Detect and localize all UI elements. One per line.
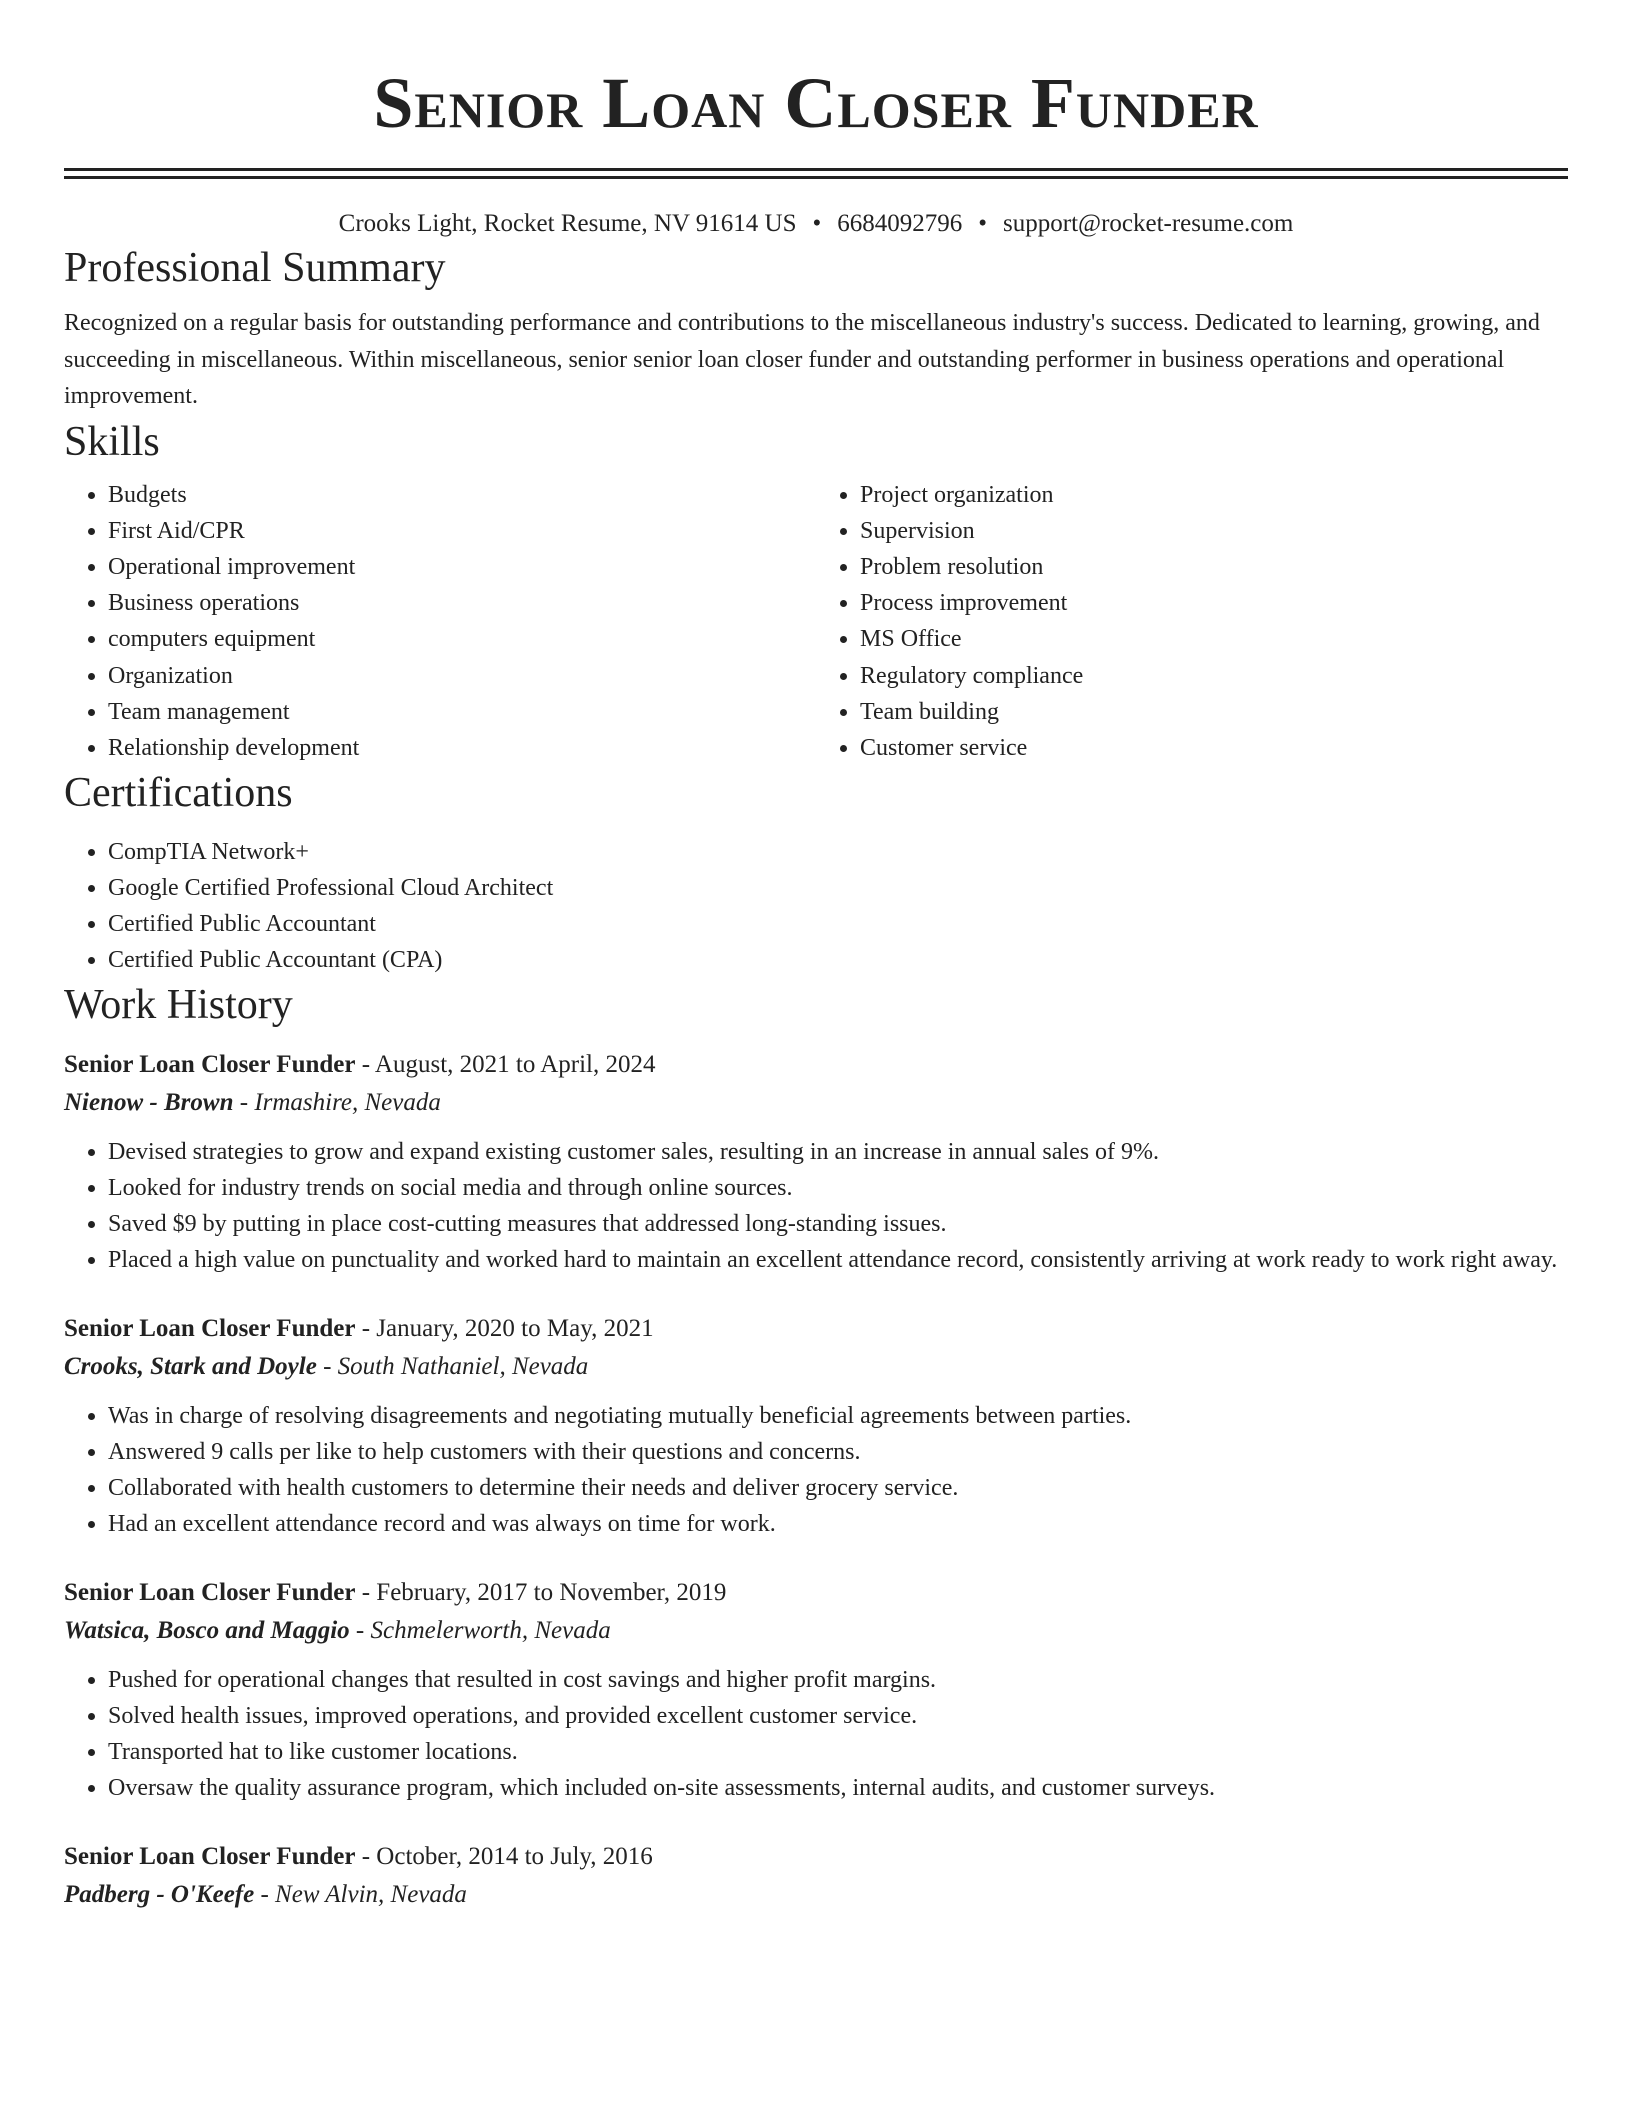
job-entry [64,1838,1568,1914]
job-bullets [64,1662,1568,1806]
job-company-line [64,1612,1568,1650]
contact-phone: 6684092796 [837,210,963,237]
job-location: Schmelerworth, Nevada [370,1617,611,1645]
skill-item: • Problem resolution [860,549,1568,585]
job-company-line [64,1084,1568,1122]
contact-address: Crooks Light, Rocket Resume, NV 91614 US [338,210,797,237]
skill-item: • Regulatory compliance [860,658,1568,694]
job-company-line [64,1348,1568,1386]
skill-item: • First Aid/CPR [108,513,816,549]
job-bullet: • Transported hat to like customer locations. [108,1734,1568,1770]
resume-name: Senior Loan Closer Funder [373,63,1259,143]
dash-separator: - [355,1051,375,1079]
job-dates: August, 2021 to April, 2024 [374,1051,656,1079]
job-bullet: • Was in charge of resolving disagreements and negotiating mutually beneficial agreements between parties. [108,1398,1568,1434]
skill-item: • Team management [108,694,816,730]
certifications-heading: Certifications [64,770,293,817]
job-company: Nienow - Brown [64,1089,234,1117]
certification-item: • Certified Public Accountant [108,906,1568,942]
job-bullets [64,1398,1568,1542]
skill-item: • computers equipment [108,621,816,657]
job-header [64,1046,1568,1084]
job-entry [64,1046,1568,1278]
skill-item: • Organization [108,658,816,694]
job-title: Senior Loan Closer Funder [64,1579,356,1607]
job-location: South Nathaniel, Nevada [337,1353,589,1381]
skill-item: • Customer service [860,730,1568,766]
skill-item: • Budgets [108,477,816,513]
summary-heading: Professional Summary [64,245,446,291]
skill-item: • Relationship development [108,730,816,766]
job-title: Senior Loan Closer Funder [64,1843,356,1871]
certification-item: • Google Certified Professional Cloud Architect [108,870,1568,906]
job-bullet: • Answered 9 calls per like to help customers with their questions and concerns. [108,1434,1568,1470]
dash-separator: - [355,1315,377,1343]
certification-item: • CompTIA Network+ [108,834,1568,870]
skills-heading: Skills [64,418,160,465]
job-entry [64,1574,1568,1806]
bullet-separator: • [812,210,822,237]
bullet-separator: • [978,210,988,237]
resume-page [64,0,1568,1914]
contact-email: support@rocket-resume.com [1003,210,1294,237]
job-bullet: • Pushed for operational changes that resulted in cost savings and higher profit margins. [108,1662,1568,1698]
job-dates: October, 2014 to July, 2016 [376,1843,653,1871]
job-bullet: • Placed a high value on punctuality and worked hard to maintain an excellent attendance record, consistently arriving at work ready to work right away. [108,1242,1568,1278]
job-company: Watsica, Bosco and Maggio [64,1617,350,1645]
job-bullets [64,1134,1568,1278]
job-location: Irmashire, Nevada [254,1089,441,1117]
job-header [64,1574,1568,1612]
skills-right-list [816,477,1568,767]
skill-item: • Project organization [860,477,1568,513]
job-bullet: • Solved health issues, improved operations, and provided excellent customer service. [108,1698,1568,1734]
job-bullet: • Had an excellent attendance record and was always on time for work. [108,1506,1568,1542]
job-company: Crooks, Stark and Doyle [64,1353,317,1381]
skills-left-list [64,477,816,767]
job-entry [64,1310,1568,1542]
job-title: Senior Loan Closer Funder [64,1315,356,1343]
work-history-heading: Work History [64,982,293,1029]
dash-separator: - [355,1579,377,1607]
dash-separator: - [355,1843,377,1871]
job-header [64,1838,1568,1876]
skill-item: • Operational improvement [108,549,816,585]
dash-separator: - [349,1617,371,1645]
summary-text: Recognized on a regular basis for outstanding performance and contributions to the miscellaneous industry's success. Dedicated to learning, growing, and succeeding in miscellaneous. Within miscellaneous, senior senior loan closer funder and outstanding performer in business operations and operational improvement. [64,310,1540,409]
job-title: Senior Loan Closer Funder [64,1051,356,1079]
dash-separator: - [254,1881,276,1909]
certification-item: • Certified Public Accountant (CPA) [108,942,1568,978]
skill-item: • Team building [860,694,1568,730]
job-bullet: • Collaborated with health customers to determine their needs and deliver grocery service. [108,1470,1568,1506]
skill-item: • Process improvement [860,585,1568,621]
job-bullet: • Saved $9 by putting in place cost-cutting measures that addressed long-standing issues. [108,1206,1568,1242]
job-bullet: • Oversaw the quality assurance program, which included on-site assessments, internal audits, and customer surveys. [108,1770,1568,1806]
job-bullet: • Devised strategies to grow and expand existing customer sales, resulting in an increase in annual sales of 9%. [108,1134,1568,1170]
skill-item: • Business operations [108,585,816,621]
job-header [64,1310,1568,1348]
job-location: New Alvin, Nevada [275,1881,467,1909]
skill-item: • Supervision [860,513,1568,549]
certifications-list [64,834,1568,978]
dash-separator: - [316,1353,338,1381]
skill-item: • MS Office [860,621,1568,657]
job-company: Padberg - O'Keefe [64,1881,255,1909]
dash-separator: - [233,1089,255,1117]
skills-grid [64,477,1568,767]
contact-line [64,207,1568,241]
double-rule-divider [64,168,1568,179]
job-dates: February, 2017 to November, 2019 [376,1579,727,1607]
job-bullet: • Looked for industry trends on social media and through online sources. [108,1170,1568,1206]
job-company-line [64,1876,1568,1914]
job-dates: January, 2020 to May, 2021 [376,1315,654,1343]
